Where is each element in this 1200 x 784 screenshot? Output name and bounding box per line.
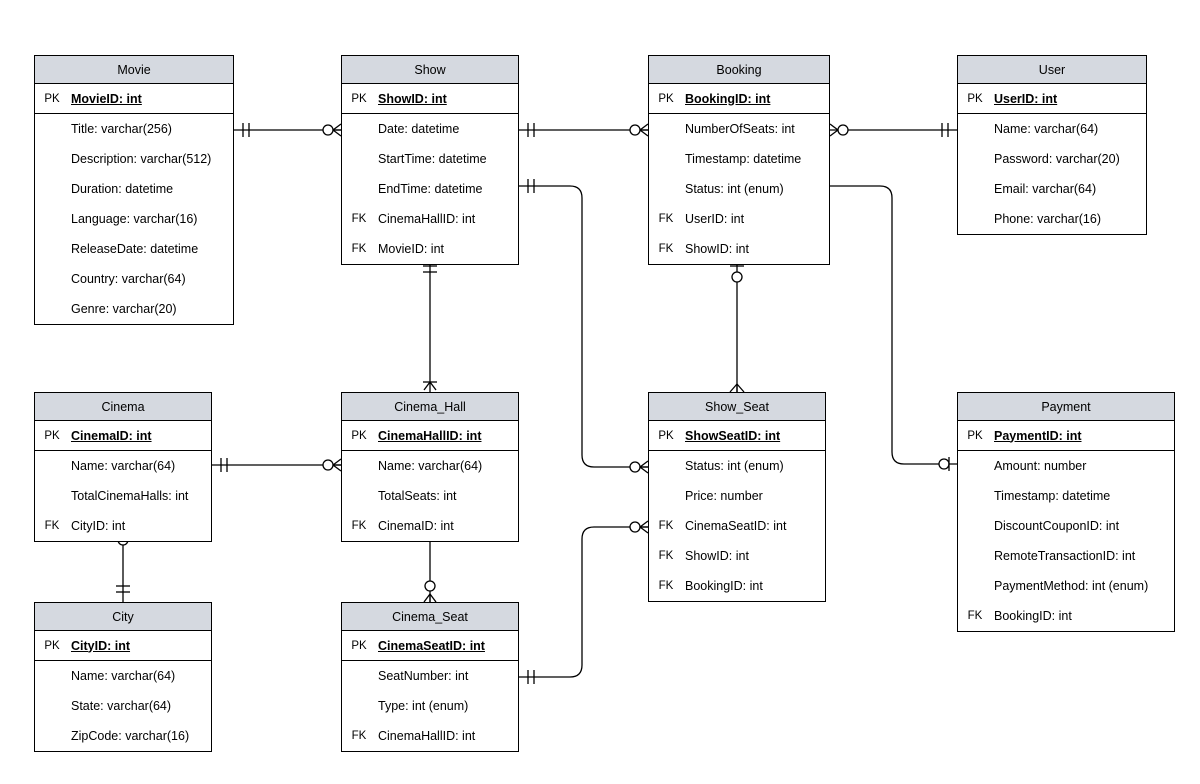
attribute-name: MovieID: int <box>378 242 444 256</box>
attribute-name: Title: varchar(256) <box>71 122 172 136</box>
edge-booking-payment <box>830 186 957 471</box>
attribute-name: Password: varchar(20) <box>994 152 1120 166</box>
key-indicator: PK <box>44 429 60 442</box>
attribute-name: Name: varchar(64) <box>71 459 176 473</box>
edge-show-booking <box>519 123 648 137</box>
key-indicator: FK <box>658 580 674 592</box>
key-indicator: PK <box>44 639 60 652</box>
entity-title: Show <box>342 56 518 84</box>
entity-booking[interactable] <box>648 55 830 265</box>
attribute-name: BookingID: int <box>994 609 1072 623</box>
attribute-row <box>649 234 829 264</box>
attribute-row <box>958 84 1146 114</box>
attribute-row <box>35 84 233 114</box>
attribute-name: Amount: number <box>994 459 1087 473</box>
attribute-name: Name: varchar(64) <box>71 669 176 683</box>
attribute-row <box>35 511 211 541</box>
entity-title: User <box>958 56 1146 84</box>
attribute-row <box>35 174 233 204</box>
key-indicator: PK <box>967 92 983 105</box>
attribute-name: PaymentID: int <box>994 428 1082 443</box>
attribute-name: TotalCinemaHalls: int <box>71 489 189 503</box>
attribute-row <box>35 204 233 234</box>
attribute-row <box>35 691 211 721</box>
attribute-name: Language: varchar(16) <box>71 212 198 226</box>
attribute-row <box>649 511 825 541</box>
key-indicator: PK <box>967 429 983 442</box>
attribute-row <box>649 174 829 204</box>
entity-show-seat[interactable] <box>648 392 826 602</box>
attribute-name: CinemaHallID: int <box>378 212 476 226</box>
attribute-row <box>35 721 211 751</box>
entity-payment[interactable] <box>957 392 1175 632</box>
attribute-row <box>649 84 829 114</box>
attribute-row <box>649 481 825 511</box>
attribute-name: CinemaHallID: int <box>378 729 476 743</box>
attribute-row <box>649 114 829 144</box>
key-indicator: FK <box>967 610 983 622</box>
attribute-name: Description: varchar(512) <box>71 152 212 166</box>
key-indicator: FK <box>351 243 367 255</box>
edge-booking-user <box>830 123 957 137</box>
entity-title: City <box>35 603 211 631</box>
attribute-name: RemoteTransactionID: int <box>994 549 1136 563</box>
key-indicator: PK <box>351 639 367 652</box>
attribute-name: BookingID: int <box>685 579 763 593</box>
attribute-name: UserID: int <box>685 212 745 226</box>
entity-title: Movie <box>35 56 233 84</box>
attribute-name: CinemaHallID: int <box>378 428 482 443</box>
entity-movie[interactable] <box>34 55 234 325</box>
entity-cinema-seat[interactable] <box>341 602 519 752</box>
attribute-name: CinemaSeatID: int <box>378 638 485 653</box>
key-indicator: PK <box>44 92 60 105</box>
entity-cinema-hall[interactable] <box>341 392 519 542</box>
attribute-name: DiscountCouponID: int <box>994 519 1120 533</box>
attribute-row <box>35 114 233 144</box>
key-indicator: FK <box>44 520 60 532</box>
attribute-name: State: varchar(64) <box>71 699 172 713</box>
attribute-name: Genre: varchar(20) <box>71 302 177 316</box>
attribute-name: Date: datetime <box>378 122 460 136</box>
attribute-row <box>35 144 233 174</box>
attribute-name: PaymentMethod: int (enum) <box>994 579 1149 593</box>
key-indicator: FK <box>658 213 674 225</box>
attribute-name: Type: int (enum) <box>378 699 469 713</box>
attribute-name: SeatNumber: int <box>378 669 469 683</box>
attribute-row <box>35 481 211 511</box>
attribute-row <box>958 451 1174 481</box>
edge-show-cinemahall <box>423 256 437 392</box>
attribute-name: CityID: int <box>71 638 131 653</box>
attribute-name: Timestamp: datetime <box>994 489 1111 503</box>
attribute-row <box>649 541 825 571</box>
edge-cinemaseat-showseat <box>519 521 648 684</box>
attribute-name: ShowID: int <box>685 242 749 256</box>
key-indicator: FK <box>658 550 674 562</box>
key-indicator: FK <box>658 520 674 532</box>
attribute-row <box>35 294 233 324</box>
attribute-name: BookingID: int <box>685 91 771 106</box>
attribute-name: Phone: varchar(16) <box>994 212 1102 226</box>
attribute-row <box>958 421 1174 451</box>
attribute-row <box>958 541 1174 571</box>
attribute-name: TotalSeats: int <box>378 489 457 503</box>
attribute-row <box>958 144 1146 174</box>
entity-title: Payment <box>958 393 1174 421</box>
attribute-name: UserID: int <box>994 91 1058 106</box>
attribute-name: EndTime: datetime <box>378 182 483 196</box>
attribute-row <box>649 144 829 174</box>
attribute-name: Status: int (enum) <box>685 182 784 196</box>
entity-title: Cinema <box>35 393 211 421</box>
entity-show[interactable] <box>341 55 519 265</box>
attribute-row <box>35 264 233 294</box>
attribute-name: CityID: int <box>71 519 126 533</box>
attribute-name: NumberOfSeats: int <box>685 122 795 136</box>
attribute-row <box>342 84 518 114</box>
attribute-row <box>35 661 211 691</box>
key-indicator: FK <box>351 520 367 532</box>
attribute-row <box>958 511 1174 541</box>
attribute-row <box>958 481 1174 511</box>
edge-booking-showseat <box>730 256 744 392</box>
attribute-row <box>342 234 518 264</box>
attribute-row <box>958 204 1146 234</box>
entity-title: Cinema_Seat <box>342 603 518 631</box>
attribute-row <box>342 631 518 661</box>
key-indicator: PK <box>351 92 367 105</box>
entity-title: Booking <box>649 56 829 84</box>
attribute-name: ShowID: int <box>685 549 749 563</box>
attribute-row <box>342 721 518 751</box>
attribute-name: Price: number <box>685 489 763 503</box>
attribute-name: Duration: datetime <box>71 182 174 196</box>
attribute-name: CinemaID: int <box>378 519 454 533</box>
entity-cinema[interactable] <box>34 392 212 542</box>
attribute-name: ShowID: int <box>378 91 447 106</box>
attribute-name: ReleaseDate: datetime <box>71 242 199 256</box>
edge-show-showseat <box>519 179 648 473</box>
attribute-row <box>342 481 518 511</box>
attribute-name: ZipCode: varchar(16) <box>71 729 190 743</box>
key-indicator: PK <box>658 92 674 105</box>
key-indicator: FK <box>351 213 367 225</box>
attribute-name: StartTime: datetime <box>378 152 487 166</box>
attribute-row <box>958 571 1174 601</box>
attribute-name: MovieID: int <box>71 91 142 106</box>
key-indicator: PK <box>351 429 367 442</box>
attribute-row <box>649 204 829 234</box>
key-indicator: PK <box>658 429 674 442</box>
attribute-row <box>342 421 518 451</box>
attribute-name: CinemaID: int <box>71 428 152 443</box>
attribute-name: Timestamp: datetime <box>685 152 802 166</box>
attribute-row <box>35 234 233 264</box>
attribute-row <box>958 601 1174 631</box>
attribute-row <box>35 631 211 661</box>
entity-user[interactable] <box>957 55 1147 235</box>
entity-title: Cinema_Hall <box>342 393 518 421</box>
attribute-row <box>342 114 518 144</box>
attribute-row <box>342 691 518 721</box>
attribute-row <box>342 144 518 174</box>
attribute-row <box>958 174 1146 204</box>
attribute-row <box>342 661 518 691</box>
entity-city[interactable] <box>34 602 212 752</box>
attribute-row <box>342 451 518 481</box>
attribute-name: Name: varchar(64) <box>994 122 1099 136</box>
attribute-name: Name: varchar(64) <box>378 459 483 473</box>
attribute-row <box>649 421 825 451</box>
attribute-name: ShowSeatID: int <box>685 428 781 443</box>
attribute-row <box>958 114 1146 144</box>
attribute-name: Email: varchar(64) <box>994 182 1097 196</box>
attribute-row <box>35 421 211 451</box>
attribute-row <box>649 571 825 601</box>
attribute-row <box>35 451 211 481</box>
key-indicator: FK <box>351 730 367 742</box>
attribute-row <box>342 174 518 204</box>
edge-cinema-cinemahall <box>212 458 341 472</box>
edge-movie-show <box>234 123 341 137</box>
entity-title: Show_Seat <box>649 393 825 421</box>
attribute-name: Country: varchar(64) <box>71 272 186 286</box>
attribute-name: Status: int (enum) <box>685 459 784 473</box>
attribute-row <box>342 204 518 234</box>
attribute-name: CinemaSeatID: int <box>685 519 787 533</box>
attribute-row <box>342 511 518 541</box>
key-indicator: FK <box>658 243 674 255</box>
attribute-row <box>649 451 825 481</box>
